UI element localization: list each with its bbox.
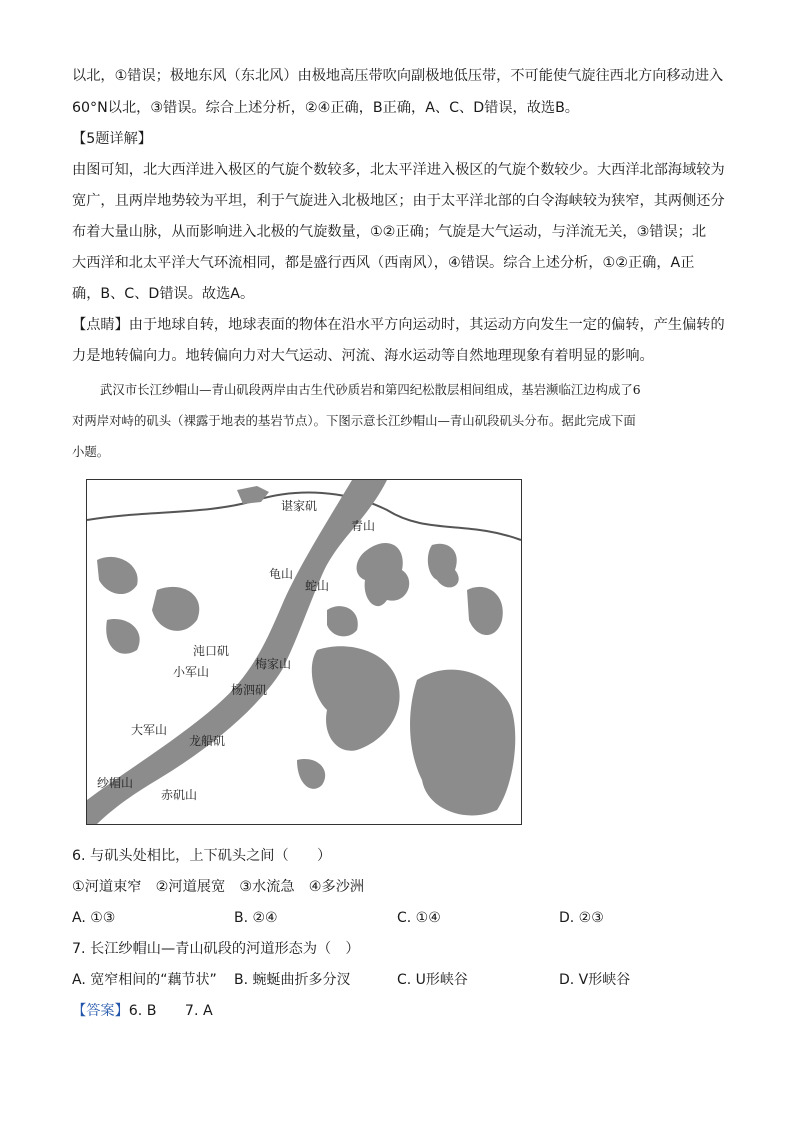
hill-southeast	[312, 646, 400, 751]
para1-line2: 60°N以北，③错误。综合上述分析，②④正确，B正确，A、C、D错误，故选B。	[72, 100, 579, 116]
q6-option-a[interactable]: A. ①③	[72, 910, 116, 926]
material-line1: 武汉市长江纱帽山—青山矶段两岸由古生代砂质岩和第四纪松散层相间组成，基岩濒临江边构成了6	[100, 382, 641, 397]
map-label-zhuankouji: 沌口矶	[193, 644, 230, 658]
q5-line5: 确，B、C、D错误。故选A。	[72, 286, 255, 302]
q5-heading: 【5题详解】	[72, 131, 152, 147]
answer-tag: 【答案】	[72, 1003, 129, 1019]
hill-south	[297, 759, 325, 789]
q7-option-c[interactable]: C. U形峡谷	[397, 972, 468, 988]
map-label-longchuanji: 龙船矶	[189, 734, 226, 748]
lake-north	[237, 486, 269, 504]
hill-west-3	[106, 619, 139, 654]
map-label-shamaoshan: 纱帽山	[97, 776, 134, 790]
q5-line4: 大西洋和北太平洋大气环流相同，都是盛行西风（西南风），④错误。综合上述分析，①②正确，A正	[72, 255, 695, 271]
q6-stem: 6. 与矶头处相比，上下矶头之间（ ）	[72, 848, 332, 864]
q7-option-b[interactable]: B. 蜿蜒曲折多分汊	[234, 972, 351, 988]
para1-line1: 以北，①错误；极地东风（东北风）由极地高压带吹向副极地低压带，不可能使气旋往西北方向移动进入	[72, 68, 724, 84]
hill-east	[428, 544, 459, 588]
map-label-meijiashan: 梅家山	[255, 657, 292, 671]
hill-west-1	[97, 557, 138, 594]
q5-line2: 宽广，且两岸地势较为平坦，利于气旋进入北极地区；由于太平洋北部的白令海峡较为狭窄，其两侧还分	[72, 193, 725, 209]
hill-far-east	[410, 670, 515, 816]
map-label-chijishan: 赤矶山	[161, 788, 198, 802]
q7-option-d[interactable]: D. V形峡谷	[559, 972, 631, 988]
q7-stem: 7. 长江纱帽山—青山矶段的河道形态为（ ）	[72, 941, 360, 957]
map-label-qingshan: 青山	[351, 519, 376, 533]
q7-option-a[interactable]: A. 宽窄相间的“藕节状”	[72, 972, 217, 988]
hill-west-2	[152, 587, 199, 631]
map-label-dajunshan: 大军山	[131, 723, 168, 737]
hill-east-top	[467, 587, 503, 635]
q6-items: ①河道束窄 ②河道展宽 ③水流急 ④多沙洲	[72, 879, 365, 895]
q5-line1: 由图可知，北大西洋进入极区的气旋个数较多，北太平洋进入极区的气旋个数较少。大西洋北部海域较为	[72, 162, 725, 178]
hill-center	[327, 606, 358, 636]
map-label-chenjiaji: 谌家矶	[281, 499, 318, 513]
map-label-sheshan: 蛇山	[305, 579, 330, 593]
yangtze-map	[86, 479, 522, 825]
q6-option-b[interactable]: B. ②④	[234, 910, 278, 926]
answer-line	[72, 1001, 213, 1021]
q6-option-d[interactable]: D. ②③	[559, 910, 604, 926]
material-line2: 对两岸对峙的矶头（裸露于地表的基岩节点）。下图示意长江纱帽山—青山矶段矶头分布。据此完成下面	[72, 413, 636, 428]
dianjing-line1: 【点睛】由于地球自转，地球表面的物体在沿水平方向运动时，其运动方向发生一定的偏转，产生偏转的	[72, 317, 725, 333]
answer-text: 6. B 7. A	[128, 1003, 213, 1019]
map-label-xiaojunshan: 小军山	[173, 665, 210, 679]
hill-qingshan	[357, 543, 410, 606]
dianjing-line2: 力是地转偏向力。地转偏向力对大气运动、河流、海水运动等自然地理现象有着明显的影响。	[72, 348, 654, 364]
material-line3: 小题。	[72, 444, 110, 459]
map-label-guishan: 龟山	[269, 567, 294, 581]
q5-line3: 布着大量山脉，从而影响进入北极的气旋数量，①②正确；气旋是大气运动，与洋流无关，③错误；北	[72, 224, 707, 240]
q6-option-c[interactable]: C. ①④	[397, 910, 441, 926]
map-label-yangsiji: 杨泗矶	[231, 683, 268, 697]
